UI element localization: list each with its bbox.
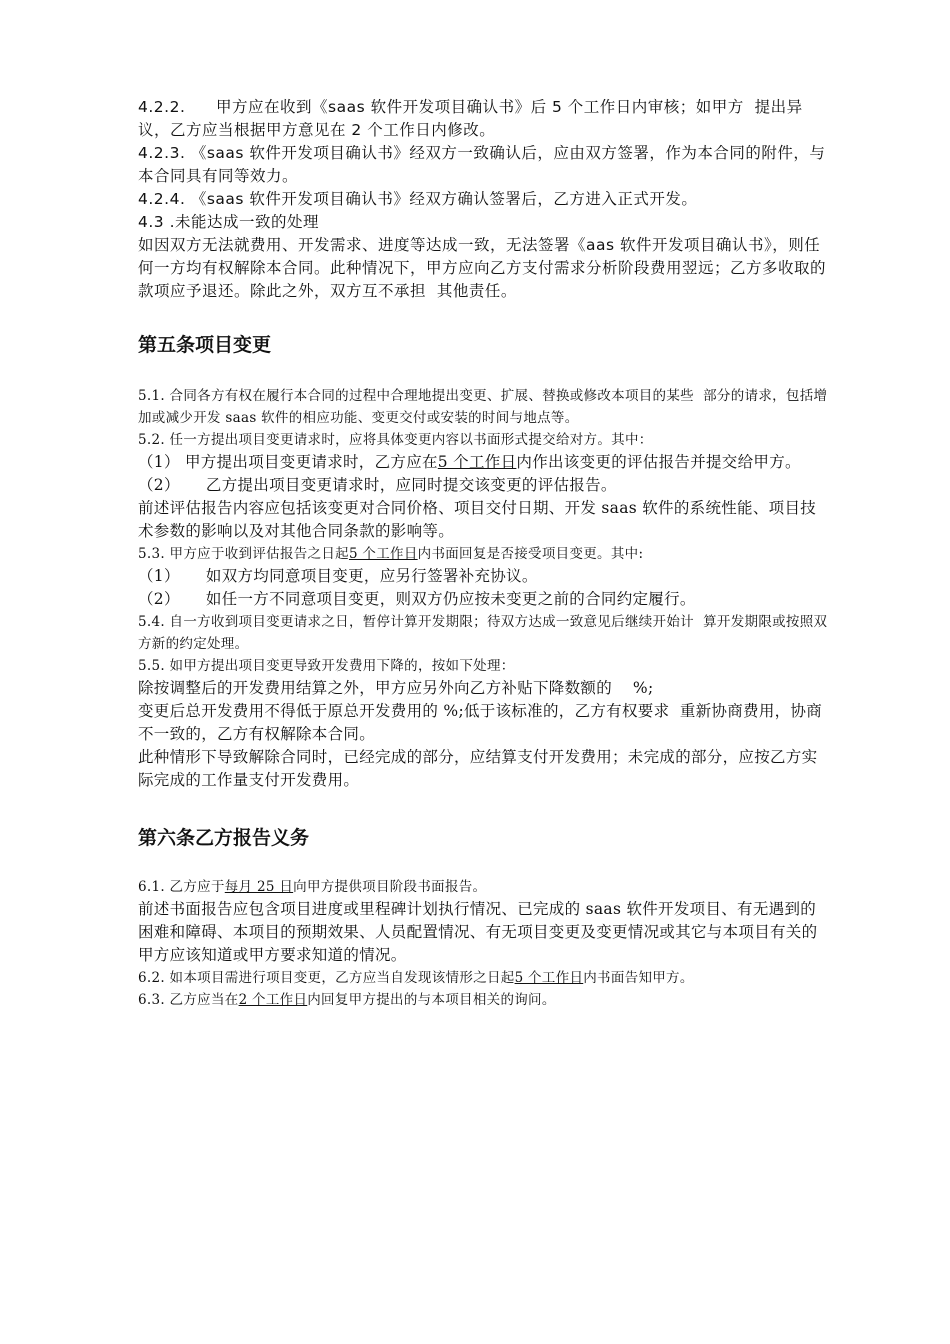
text-segment: 5.3. 甲方应于收到评估报告之日起 (138, 546, 349, 562)
clause-number: 4.2.4. (138, 190, 186, 208)
text-segment: 6.2. 如本项目需进行项目变更，乙方应当自发现该情形之日起 (138, 970, 515, 986)
underlined-term: 2 个工作日 (238, 992, 308, 1008)
clause-number: 4.2.2. (138, 98, 186, 116)
clause-5-2: 5.2. 任一方提出项目变更请求时，应将具体变更内容以书面形式提交给对方。其中： (138, 432, 653, 448)
clause-5-3 (138, 543, 828, 565)
text-segment: 内回复甲方提出的与本项目相关的询问。 (307, 992, 556, 1008)
clause-text: 《saas 软件开发项目确认书》经双方一致确认后，应由双方签署，作为本合同的附件，与本合同具有同等效力。 (138, 144, 826, 185)
text-segment: 6.3. 乙方应当在 (138, 992, 239, 1008)
clause-5-4: 5.4. 自一方收到项目变更请求之日，暂停计算开发期限；待双方达成一致意见后继续开始计 算开发期限或按照双方新的约定处理。 (138, 614, 828, 652)
clause-4-2-3 (138, 142, 828, 188)
text-segment: 向甲方提供项目阶段书面报告。 (293, 879, 487, 895)
clause-4-3-heading: 4.3 .未能达成一致的处理 (138, 213, 320, 231)
clause-4-3-text: 如因双方无法就费用、开发需求、进度等达成一致，无法签署《aas 软件开发项目确认书》，则任何一方均有权解除本合同。此种情况下，甲方应向乙方支付需求分析阶段费用翌远；乙方多收取的款项应予退还。除此之外，双方互不承担 其他责任。 (138, 236, 827, 300)
clause-5-5: 5.5. 如甲方提出项目变更导致开发费用下降的，按如下处理： (138, 658, 515, 674)
clause-4-2-4 (138, 188, 828, 211)
clause-5-2-1 (138, 451, 828, 474)
clause-6-2 (138, 967, 828, 989)
section-6-title: 第六条乙方报告义务 (138, 827, 310, 849)
clause-5-2-3: 前述评估报告内容应包括该变更对合同价格、项目交付日期、开发 saas 软件的系统性能、项目技术参数的影响以及对其他合同条款的影响等。 (138, 499, 817, 540)
text-segment: 6.1. 乙方应于 (138, 879, 225, 895)
clause-5-1: 5.1. 合同各方有权在履行本合同的过程中合理地提出变更、扩展、替换或修改本项目的某些 部分的请求，包括增加或减少开发 saas 软件的相应功能、变更交付或安装的时间与地点等。 (138, 388, 828, 426)
clause-5-5-1: 除按调整后的开发费用结算之外，甲方应另外向乙方补贴下降数额的 %; (138, 679, 654, 697)
document-body (138, 96, 828, 1011)
clause-6-3 (138, 989, 828, 1011)
underlined-term: 5 个工作日 (348, 546, 418, 562)
clause-6-1-details: 前述书面报告应包含项目进度或里程碑计划执行情况、已完成的 saas 软件开发项目、有无遇到的困难和障碍、本项目的预期效果、人员配置情况、有无项目变更及变更情况或其它与本项目有关的甲方应该知道或甲方要求知道的情况。 (138, 900, 818, 964)
clause-5-5-2: 变更后总开发费用不得低于原总开发费用的 %;低于该标准的，乙方有权要求 重新协商费用，协商不一致的，乙方有权解除本合同。 (138, 702, 823, 743)
clause-text: 《saas 软件开发项目确认书》经双方确认签署后，乙方进入正式开发。 (190, 190, 698, 208)
clause-5-3-2: （2） 如任一方不同意项目变更，则双方仍应按未变更之前的合同约定履行。 (138, 590, 696, 608)
text-segment: （1） 甲方提出项目变更请求时，乙方应在 (138, 453, 438, 471)
text-segment: 内书面回复是否接受项目变更。其中: (417, 546, 644, 562)
clause-5-3-1: （1） 如双方均同意项目变更，应另行签署补充协议。 (138, 567, 538, 585)
clause-6-1 (138, 876, 828, 898)
text-segment: 内书面告知甲方。 (583, 970, 694, 986)
clause-text: 甲方应在收到《saas 软件开发项目确认书》后 5 个工作日内审核；如甲方 提出异议，乙方应当根据甲方意见在 2 个工作日内修改。 (138, 98, 803, 139)
clause-5-2-2: （2） 乙方提出项目变更请求时，应同时提交该变更的评估报告。 (138, 476, 617, 494)
underlined-term: 5 个工作日 (514, 970, 584, 986)
underlined-term: 每月 25 日 (224, 879, 294, 895)
clause-4-2-2 (138, 96, 828, 142)
section-5-title: 第五条项目变更 (138, 334, 272, 356)
clause-5-5-3: 此种情形下导致解除合同时，已经完成的部分，应结算支付开发费用；未完成的部分，应按乙方实际完成的工作量支付开发费用。 (138, 748, 818, 789)
text-segment: 内作出该变更的评估报告并提交给甲方。 (516, 453, 801, 471)
clause-number: 4.2.3. (138, 144, 186, 162)
underlined-term: 5 个工作日 (437, 453, 517, 471)
